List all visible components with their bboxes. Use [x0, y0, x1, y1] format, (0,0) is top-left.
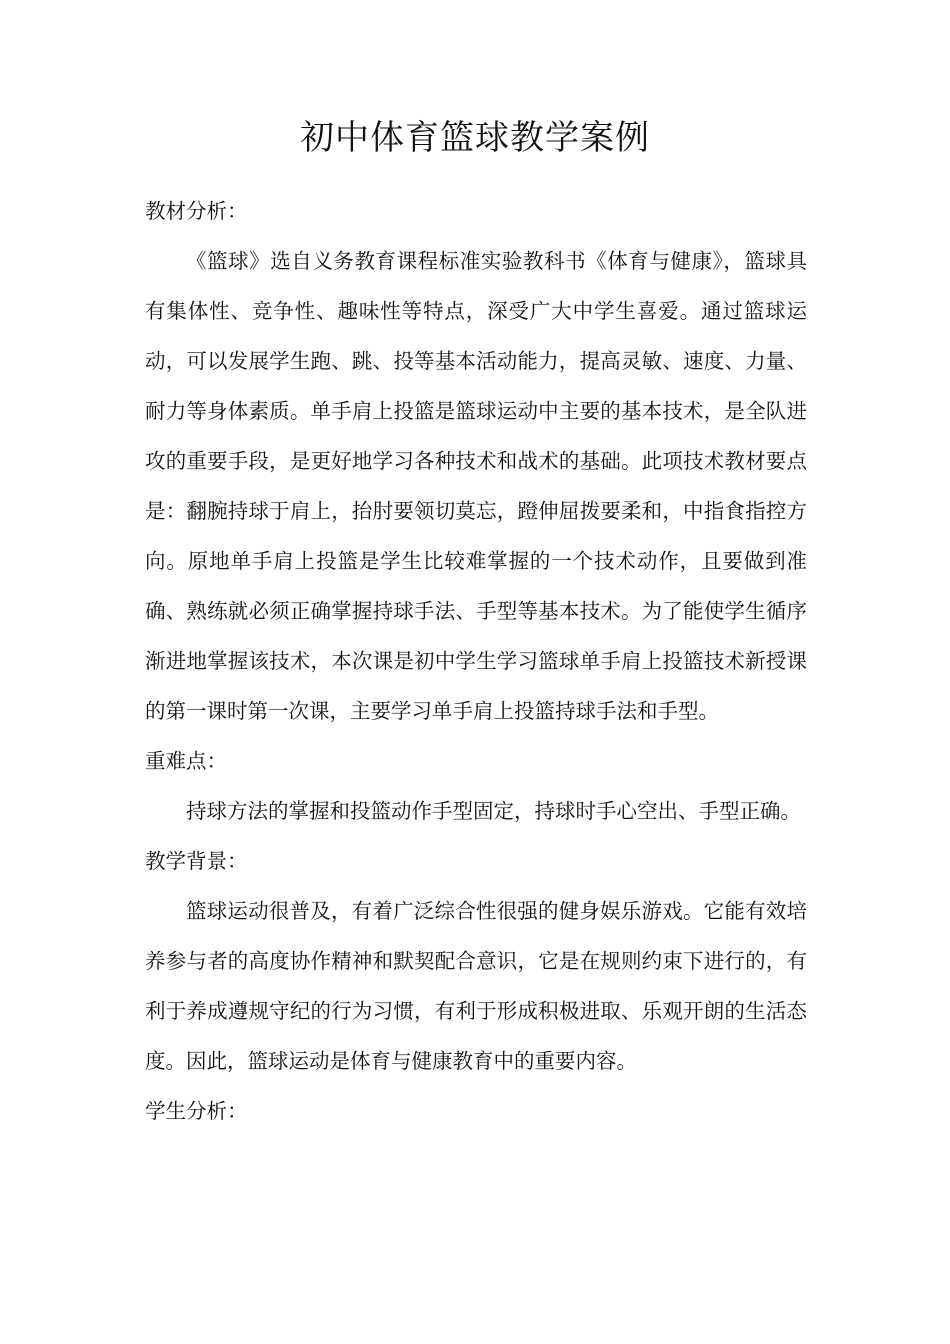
paragraph-teaching-background: 篮球运动很普及，有着广泛综合性很强的健身娱乐游戏。它能有效培养参与者的高度协作精神和默契配合意识，它是在规则约束下进行的，有利于养成遵规守纪的行为习惯，有利于形成积极进取、乐观开朗的生活态度。因此，篮球运动是体育与健康教育中的重要内容。	[145, 899, 807, 1073]
section-heading-key-difficulties: 重难点：	[145, 749, 227, 773]
section-heading-student-analysis: 学生分析：	[145, 1099, 248, 1123]
paragraph-material-analysis: 《篮球》选自义务教育课程标准实验教科书《体育与健康》，篮球具有集体性、竞争性、趣味性等特点，深受广大中学生喜爱。通过篮球运动，可以发展学生跑、跳、投等基本活动能力，提高灵敏、速度、力量、耐力等身体素质。单手肩上投篮是篮球运动中主要的基本技术，是全队进攻的重要手段，是更好地学习各种技术和战术的基础。此项技术教材要点是：翻腕持球于肩上，抬肘要领切莫忘，蹬伸屈拨要柔和，中指食指控方向。原地单手肩上投篮是学生比较难掌握的一个技术动作，且要做到准确、熟练就必须正确掌握持球手法、手型等基本技术。为了能使学生循序渐进地掌握该技术，本次课是初中学生学习篮球单手肩上投篮技术新授课的第一课时第一次课，主要学习单手肩上投篮持球手法和手型。	[145, 249, 807, 723]
paragraph-key-difficulties: 持球方法的掌握和投篮动作手型固定，持球时手心空出、手型正确。	[186, 799, 801, 823]
section-heading-teaching-background: 教学背景：	[145, 849, 248, 873]
section-heading-material-analysis: 教材分析：	[145, 199, 248, 223]
document-title: 初中体育篮球教学案例	[300, 118, 650, 158]
document-body	[145, 186, 807, 1136]
